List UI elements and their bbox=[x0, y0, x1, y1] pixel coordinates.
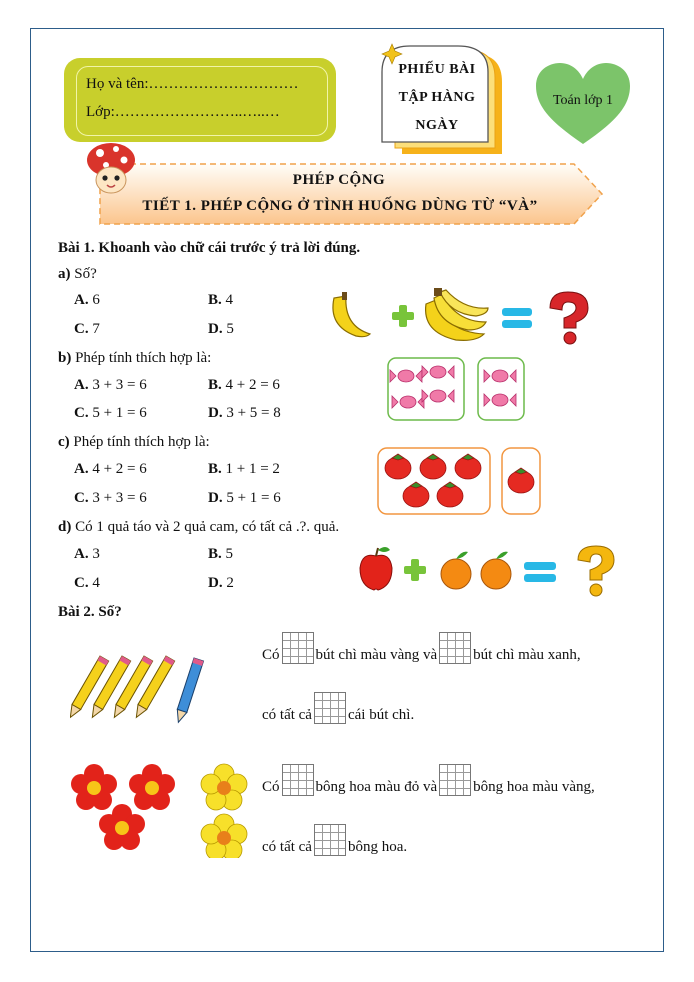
pencil-sentence-2: có tất cả cái bút chì. bbox=[262, 692, 414, 724]
part-a-text: Số? bbox=[74, 266, 97, 282]
lesson-subtitle: TIẾT 1. PHÉP CỘNG Ở TÌNH HUỐNG DÙNG TỪ “VÀ” bbox=[142, 198, 538, 214]
part-a-letter: a) bbox=[58, 266, 71, 282]
option-a-B[interactable]: B. 4 bbox=[208, 292, 234, 308]
part-d-text: Có 1 quả táo và 2 quả cam, có tất cả .?. quả. bbox=[75, 519, 340, 535]
single-banana-icon bbox=[333, 292, 370, 337]
part-d-prompt bbox=[58, 519, 339, 536]
answer-box-total-flowers[interactable] bbox=[314, 824, 346, 856]
blue-pencil-icon bbox=[174, 658, 204, 724]
mushroom-mascot-icon bbox=[84, 140, 138, 196]
orange-icon bbox=[481, 552, 511, 589]
flower-sentence-1: Có bông hoa màu đỏ và bông hoa màu vàng, bbox=[262, 764, 595, 796]
apple-icon bbox=[360, 547, 392, 590]
answer-box-total-pencils[interactable] bbox=[314, 692, 346, 724]
red-flower-icon bbox=[71, 764, 117, 810]
flower-sentence-2: có tất cả bông hoa. bbox=[262, 824, 407, 856]
equals-icon bbox=[524, 562, 556, 582]
subject-badge: Toán lớp 1 bbox=[552, 93, 614, 108]
name-field[interactable]: Họ và tên:………………………… bbox=[86, 76, 299, 92]
question-mark-icon bbox=[578, 546, 614, 596]
option-b-B[interactable]: B. 4 + 2 = 6 bbox=[208, 377, 280, 393]
worksheet-title-line1: PHIẾU BÀI bbox=[398, 62, 476, 77]
option-d-D[interactable]: D. 2 bbox=[208, 575, 234, 591]
lesson-banner bbox=[96, 160, 606, 230]
option-b-D[interactable]: D. 3 + 5 = 8 bbox=[208, 405, 281, 421]
option-a-D[interactable]: D. 5 bbox=[208, 321, 234, 337]
option-c-B[interactable]: B. 1 + 1 = 2 bbox=[208, 461, 280, 477]
plus-icon bbox=[392, 305, 414, 327]
worksheet-title-line2: TẬP HÀNG bbox=[398, 90, 476, 105]
part-b-letter: b) bbox=[58, 350, 72, 366]
part-b-text: Phép tính thích hợp là: bbox=[75, 350, 212, 366]
worksheet-title-line3: NGÀY bbox=[415, 118, 459, 133]
pencils-illustration bbox=[70, 652, 210, 724]
part-b-prompt bbox=[58, 350, 211, 367]
equals-icon bbox=[502, 308, 532, 328]
class-field[interactable]: Lớp:……………………..…..… bbox=[86, 104, 280, 120]
option-d-C[interactable]: C. 4 bbox=[74, 575, 100, 591]
red-flower-icon bbox=[129, 764, 175, 810]
answer-box-blue-pencils[interactable] bbox=[439, 632, 471, 664]
part-c-text: Phép tính thích hợp là: bbox=[73, 434, 210, 450]
yellow-flower-icon bbox=[201, 764, 247, 810]
banana-equation bbox=[326, 286, 596, 346]
option-a-C[interactable]: C. 7 bbox=[74, 321, 100, 337]
answer-box-yellow-flowers[interactable] bbox=[439, 764, 471, 796]
fruit-equation bbox=[356, 542, 620, 598]
part-d-letter: d) bbox=[58, 519, 72, 535]
yellow-flower-icon bbox=[201, 814, 247, 858]
option-b-C[interactable]: C. 5 + 1 = 6 bbox=[74, 405, 147, 421]
part-c-prompt bbox=[58, 434, 210, 451]
pencil-sentence-1: Có bút chì màu vàng và bút chì màu xanh, bbox=[262, 632, 581, 664]
exercise2-heading: Bài 2. Số? bbox=[58, 604, 122, 620]
option-d-A[interactable]: A. 3 bbox=[74, 546, 100, 562]
question-mark-icon bbox=[550, 292, 588, 344]
option-d-B[interactable]: B. 5 bbox=[208, 546, 234, 562]
flowers-illustration bbox=[66, 762, 252, 858]
red-flower-icon bbox=[99, 804, 145, 850]
exercise1-heading: Bài 1. Khoanh vào chữ cái trước ý trả lời đúng. bbox=[58, 240, 361, 256]
orange-icon bbox=[441, 552, 471, 589]
part-a-prompt bbox=[58, 266, 97, 283]
option-c-D[interactable]: D. 5 + 1 = 6 bbox=[208, 490, 281, 506]
yellow-pencil-icon bbox=[70, 656, 109, 720]
candy-groups bbox=[386, 356, 528, 422]
answer-box-red-flowers[interactable] bbox=[282, 764, 314, 796]
banana-bunch-icon bbox=[426, 288, 488, 340]
answer-box-yellow-pencils[interactable] bbox=[282, 632, 314, 664]
part-c-letter: c) bbox=[58, 434, 70, 450]
option-a-A[interactable]: A. 6 bbox=[74, 292, 100, 308]
tomato-groups bbox=[376, 446, 544, 516]
plus-icon bbox=[404, 559, 426, 581]
option-b-A[interactable]: A. 3 + 3 = 6 bbox=[74, 377, 147, 393]
option-c-A[interactable]: A. 4 + 2 = 6 bbox=[74, 461, 147, 477]
lesson-title: PHÉP CỘNG bbox=[292, 172, 386, 188]
option-c-C[interactable]: C. 3 + 3 = 6 bbox=[74, 490, 147, 506]
